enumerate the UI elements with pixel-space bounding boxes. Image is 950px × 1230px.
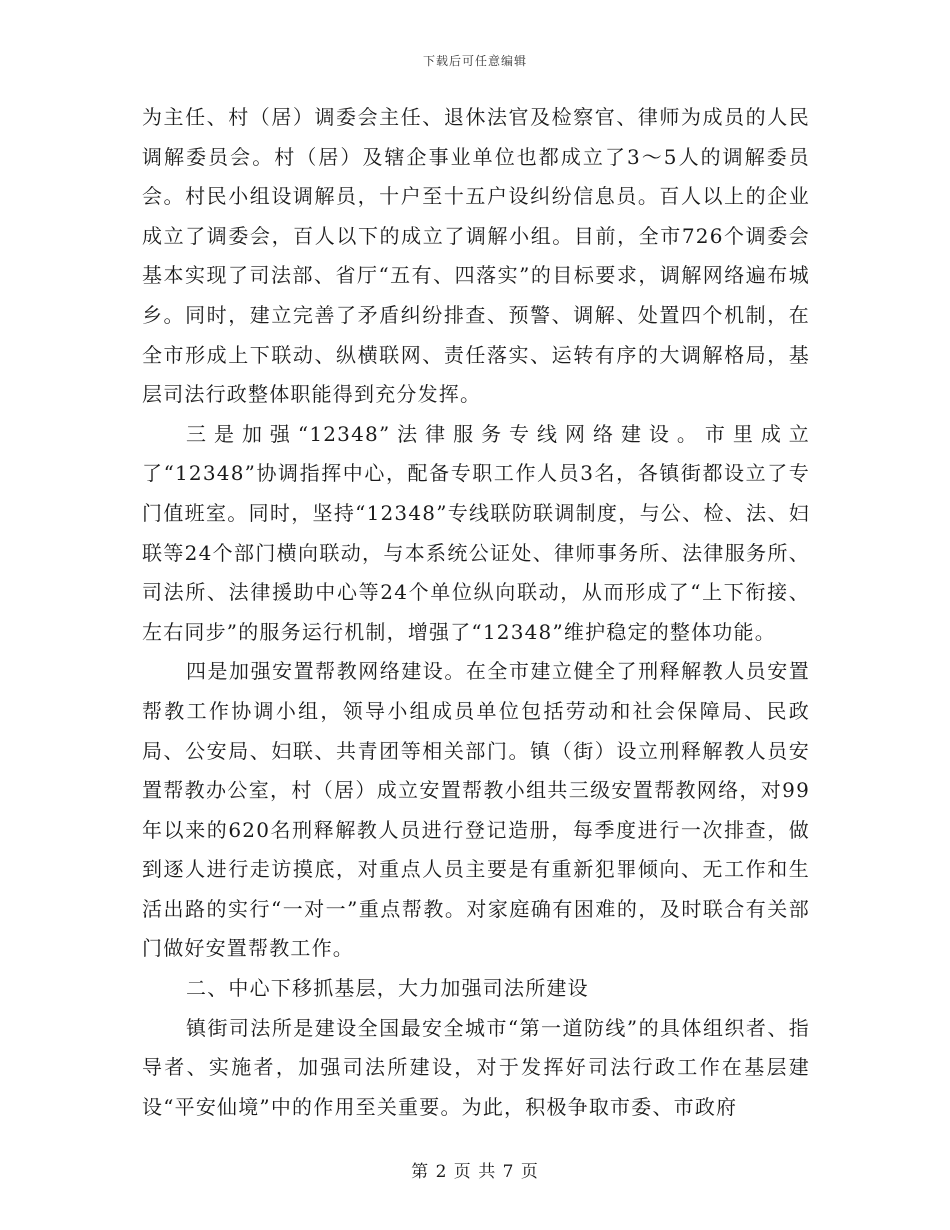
paragraph: 四是加强安置帮教网络建设。在全市建立健全了刑释解教人员安置帮教工作协调小组，领导小组成员单位包括劳动和社会保障局、民政局、公安局、妇联、共青团等相关部门。镇（街）设立刑释解教人员安置帮教办公室，村（居）成立安置帮教小组共三级安置帮教网络，对99年以来的620名刑释解教人员进行登记造册，每季度进行一次排查，做到逐人进行走访摸底，对重点人员主要是有重新犯罪倾向、无工作和生活出路的实行“一对一”重点帮教。对家庭确有困难的，及时联合有关部门做好安置帮教工作。 bbox=[142, 659, 810, 961]
paragraph: 镇街司法所是建设全国最安全城市“第一道防线”的具体组织者、指导者、实施者，加强司法所建设，对于发挥好司法行政工作在基层建设“平安仙境”中的作用至关重要。为此，积极争取市委、市政府 bbox=[142, 1015, 810, 1119]
paragraph: 三是加强“12348”法律服务专线网络建设。市里成立了“12348”协调指挥中心，配备专职工作人员3名，各镇街都设立了专门值班室。同时，坚持“12348”专线联防联调制度，与公、检、法、妇联等24个部门横向联动，与本系统公证处、律师事务所、法律服务所、司法所、法律援助中心等24个单位纵向联动，从而形成了“上下衔接、左右同步”的服务运行机制，增强了“12348”维护稳定的整体功能。 bbox=[142, 421, 810, 644]
paragraph: 为主任、村（居）调委会主任、退休法官及检察官、律师为成员的人民调解委员会。村（居）及辖企事业单位也都成立了3～5人的调解委员会。村民小组设调解员，十户至十五户设纠纷信息员。百人以上的企业成立了调委会，百人以下的成立了调解小组。目前，全市726个调委会基本实现了司法部、省厅“五有、四落实”的目标要求，调解网络遍布城乡。同时，建立完善了矛盾纠纷排查、预警、调解、处置四个机制，在全市形成上下联动、纵横联网、责任落实、运转有序的大调解格局，基层司法行政整体职能得到充分发挥。 bbox=[142, 105, 810, 407]
section-heading: 二、中心下移抓基层，大力加强司法所建设 bbox=[186, 976, 589, 1001]
page-header: 下载后可任意编辑 bbox=[422, 54, 527, 68]
document-body bbox=[142, 98, 810, 1127]
page-number: 第 2 页 共 7 页 bbox=[411, 1162, 539, 1182]
